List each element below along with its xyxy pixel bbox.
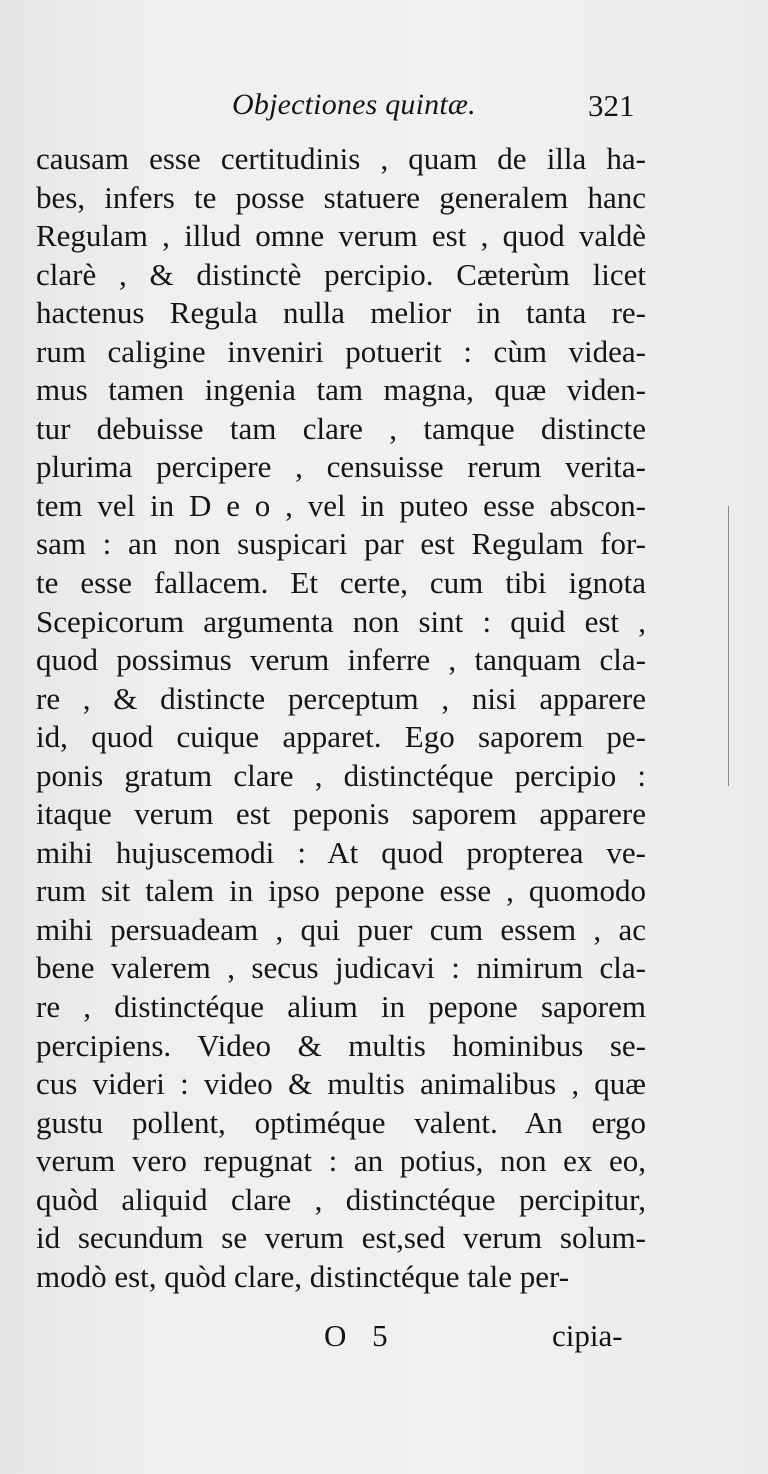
- text-line: id secundum se verum est,sed verum solum-: [36, 1220, 646, 1256]
- text-line: id, quod cuique apparet. Ego saporem pe-: [36, 719, 646, 755]
- text-line: mus tamen ingenia tam magna, quæ viden-: [36, 372, 646, 408]
- text-line: quod possimus verum inferre , tanquam cla-: [36, 642, 646, 678]
- text-line: clarè , & distinctè percipio. Cæterùm licet: [36, 256, 646, 292]
- page-number: 321: [588, 88, 635, 123]
- text-line: rum caligine inveniri potuerit : cùm videa-: [36, 333, 646, 369]
- text-line: verum vero repugnat : an potius, non ex eo,: [36, 1143, 646, 1179]
- text-line: quòd aliquid clare , distinctéque percipitur,: [36, 1181, 646, 1217]
- text-line: gustu pollent, optiméque valent. An ergo: [36, 1104, 646, 1140]
- text-line: mihi persuadeam , qui puer cum essem , ac: [36, 911, 646, 947]
- text-line: itaque verum est peponis saporem apparere: [36, 796, 646, 832]
- text-line: bene valerem , secus judicavi : nimirum cla-: [36, 950, 646, 986]
- body-text: [36, 140, 646, 1296]
- text-line: sam : an non suspicari par est Regulam for-: [36, 526, 646, 562]
- running-head: Objectiones quintæ.: [232, 88, 476, 121]
- text-line: plurima percipere , censuisse rerum verita-: [36, 449, 646, 485]
- text-line: bes, infers te posse statuere generalem hanc: [36, 179, 646, 215]
- text-line: cus videri : video & multis animalibus , quæ: [36, 1066, 646, 1102]
- text-line: tur debuisse tam clare , tamque distincte: [36, 410, 646, 446]
- text-line: re , & distincte perceptum , nisi apparere: [36, 680, 646, 716]
- text-line: causam esse certitudinis , quam de illa ha-: [36, 141, 646, 176]
- margin-rule: [728, 506, 729, 786]
- text-line: modò est, quòd clare, distinctéque tale per-: [36, 1258, 570, 1294]
- text-line: percipiens. Video & multis hominibus se-: [36, 1027, 646, 1063]
- page-header: [0, 88, 768, 132]
- text-line: mihi hujuscemodi : At quod propterea ve-: [36, 834, 646, 870]
- text-line: Regulam , illud omne verum est , quod valdè: [36, 218, 646, 254]
- text-line: ponis gratum clare , distinctéque percipio :: [36, 757, 646, 793]
- page-footer: [0, 1318, 768, 1360]
- text-line: te esse fallacem. Et certe, cum tibi ignota: [36, 565, 646, 601]
- text-line: Scepicorum argumenta non sint : quid est ,: [36, 603, 646, 639]
- text-line: rum sit talem in ipso pepone esse , quomodo: [36, 873, 646, 909]
- text-line: hactenus Regula nulla melior in tanta re-: [36, 295, 646, 331]
- text-line: tem vel in D e o , vel in puteo esse abscon-: [36, 487, 646, 523]
- signature-mark: O 5: [324, 1318, 397, 1353]
- catchword: cipia-: [552, 1318, 623, 1353]
- text-line: re , distinctéque alium in pepone saporem: [36, 989, 646, 1025]
